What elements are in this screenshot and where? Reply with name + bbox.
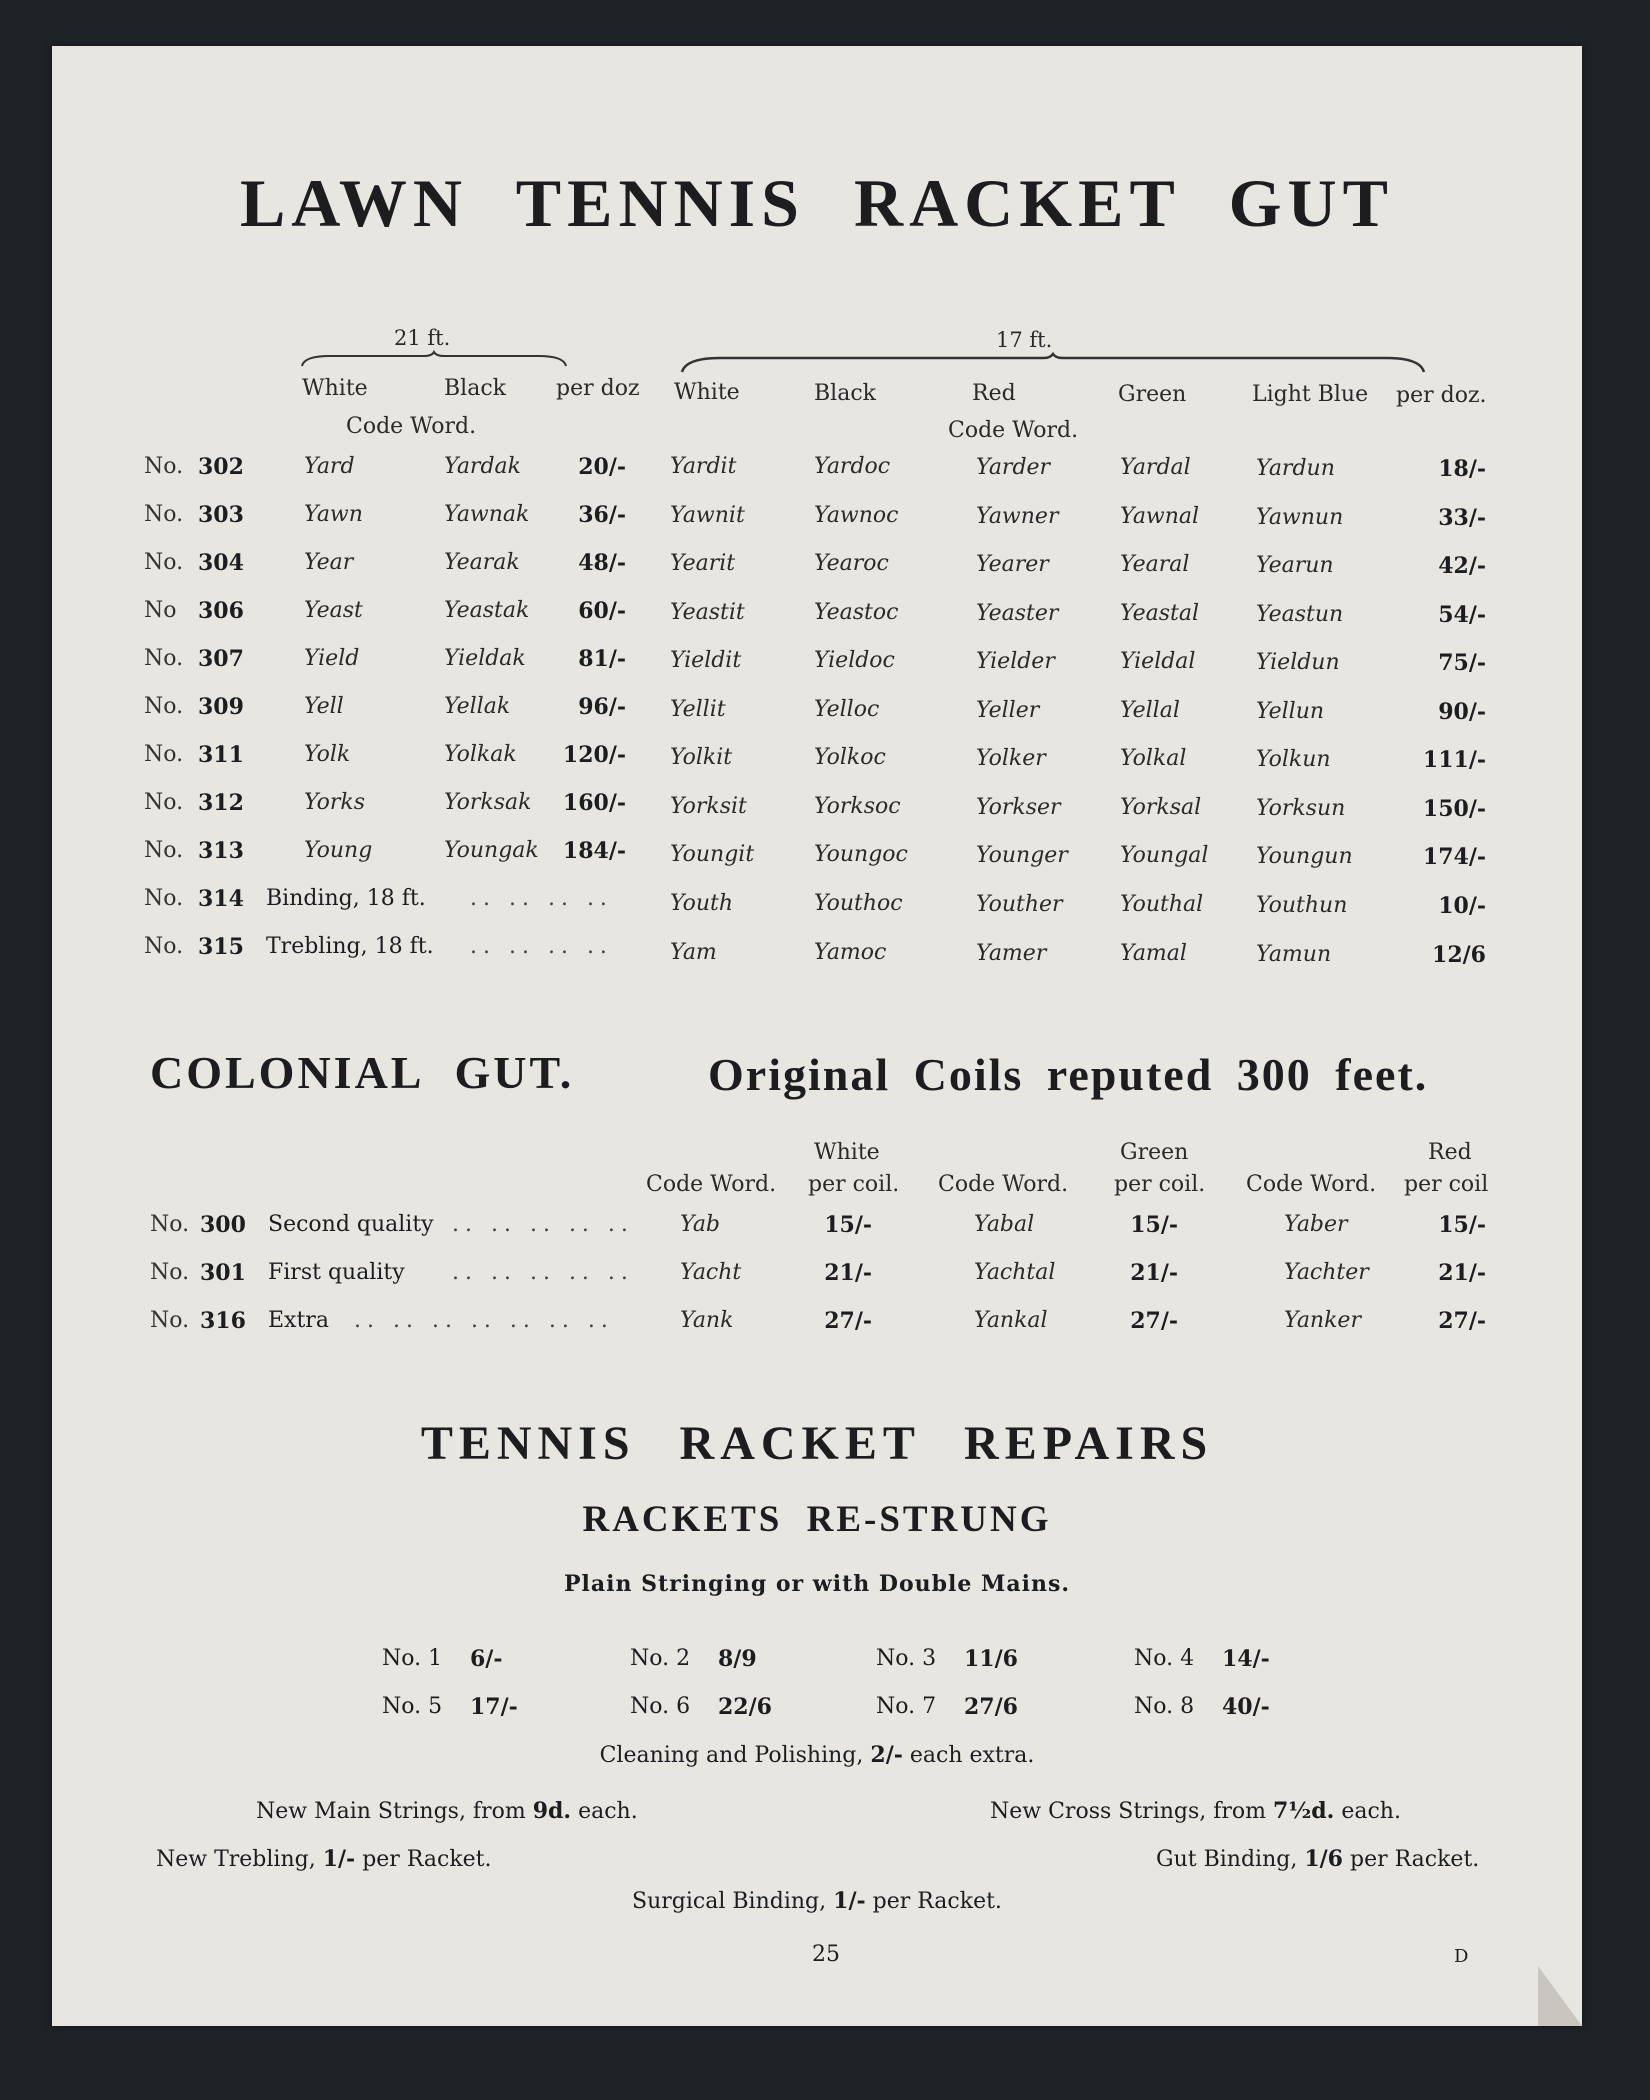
code-white-17: Yam [670,940,717,965]
cleaning-price: 2/- [870,1742,903,1768]
price-17ft: 33/- [1438,505,1486,531]
gut-binding-price: 1/6 [1304,1846,1343,1872]
code-red-17: Youther [976,892,1063,917]
header-17ft-0: White [674,380,740,405]
header-17ft-3: Green [1118,381,1187,407]
price-17ft: 90/- [1438,699,1486,725]
code-white-21: Yawn [304,502,363,527]
item-no-label: No. [144,454,184,479]
price-17ft: 54/- [1438,602,1486,628]
price-17ft: 150/- [1422,796,1486,822]
racket-gut-title: LAWN TENNIS RACKET GUT [239,165,1395,241]
code-white-17: Yellit [670,697,726,722]
code-black-21: Yolkak [444,742,517,767]
cross-strings-suffix: each. [1341,1799,1401,1824]
code-red-17: Yamer [976,941,1047,966]
price-red: 21/- [1438,1260,1486,1286]
repairs-title: TENNIS RACKET REPAIRS [420,1417,1214,1470]
item-no-label: No. [150,1212,190,1237]
leader-dots: .. .. .. .. [470,886,613,911]
code-green-17: Yolkal [1120,746,1187,771]
leader-dots: .. .. .. .. .. .. .. [354,1308,614,1333]
code-lightblue-17: Yolkun [1256,747,1331,772]
code-black-21: Yardak [444,454,521,479]
code-red-17: Yawner [976,504,1059,529]
code-red-17: Younger [976,843,1068,868]
item-no-label: No. [144,838,184,863]
price-green: 15/- [1130,1212,1178,1238]
colonial-gut-title: COLONIAL GUT. [150,1047,575,1098]
main-strings-line [256,1798,638,1824]
code-black-21: Yeastak [444,598,530,623]
trebling-line [156,1846,492,1872]
price-green: 21/- [1130,1260,1178,1286]
code-word-21-label: Code Word. [346,414,477,439]
trebling-text: New Trebling, [156,1847,316,1872]
main-strings-text: New Main Strings, from [256,1799,526,1824]
price-21ft: 120/- [562,742,626,768]
restring-grade-label: No. 4 [1134,1646,1195,1671]
price-17ft: 42/- [1438,553,1486,579]
folded-corner [1538,1966,1582,2026]
code-green-17: Yearal [1120,552,1190,577]
code-white-21: Year [304,550,354,575]
code-black-17: Yorksoc [814,794,901,819]
code-white-21: Yorks [304,790,365,815]
code-white: Yacht [680,1260,742,1285]
code-black-21: Yieldak [444,646,526,671]
code-white-17: Yeastit [670,600,745,625]
restring-grade-price: 11/6 [964,1646,1018,1672]
cleaning-line [52,1742,1582,1768]
header-17ft-2: Red [972,381,1016,407]
price-white: 15/- [824,1212,872,1238]
surgical-binding-line [52,1888,1582,1914]
restring-grade-label: No. 8 [1134,1694,1195,1719]
trebling-suffix: per Racket. [362,1847,492,1872]
colonial-white-per-coil: per coil. [808,1172,900,1197]
restring-grade-price: 6/- [470,1646,503,1672]
item-no-label: No. [144,790,184,815]
code-white-21: Yell [304,694,344,719]
colonial-white-header: White [814,1140,880,1165]
restring-grade-label: No. 2 [630,1646,691,1671]
item-description: Binding, 18 ft. [266,886,426,911]
code-lightblue-17: Yearun [1256,553,1334,578]
item-number: 316 [200,1308,246,1334]
item-description: Trebling, 18 ft. [266,934,434,959]
code-green: Yankal [974,1308,1048,1333]
restring-grade-price: 40/- [1222,1694,1270,1720]
item-number: 313 [198,838,244,864]
code-black-17: Yelloc [814,697,880,722]
code-black-21: Yellak [444,694,511,719]
code-red-17: Yeaster [976,601,1059,626]
price-17ft: 12/6 [1432,942,1486,968]
code-white-17: Yawnit [670,503,745,528]
length-21-label: 21 ft. [394,326,451,350]
price-21ft: 60/- [578,598,626,624]
code-white: Yank [680,1308,734,1333]
code-black-17: Yawnoc [814,503,899,528]
code-word-17-label: Code Word. [948,418,1079,443]
item-no-label: No. [144,886,184,911]
code-white-17: Yearit [670,551,736,576]
item-number: 304 [198,550,244,576]
price-21ft: 81/- [578,646,626,672]
price-21ft: 48/- [578,550,626,576]
code-red: Yaber [1284,1212,1348,1237]
code-lightblue-17: Youngun [1256,844,1353,869]
main-strings-price: 9d. [532,1798,572,1824]
code-white-21: Yeast [304,598,363,623]
code-green: Yachtal [974,1260,1056,1285]
item-no-label: No [144,598,177,623]
code-white-21: Yard [304,454,355,479]
item-number: 302 [198,454,244,480]
price-21ft: 184/- [562,838,626,864]
header-21ft-0: White [302,376,368,401]
restring-grade-price: 17/- [470,1694,518,1720]
code-black-17: Yolkoc [814,745,886,770]
colonial-green-header: Green [1120,1140,1189,1165]
surgical-binding-price: 1/- [833,1888,866,1914]
colonial-red-header: Red [1428,1140,1472,1165]
gut-binding-line [1156,1846,1479,1872]
length-17-label: 17 ft. [996,328,1053,352]
code-green-17: Yawnal [1120,504,1200,529]
item-no-label: No. [144,646,184,671]
item-number: 314 [198,886,244,912]
item-no-label: No. [144,550,184,575]
price-17ft: 10/- [1438,893,1486,919]
code-lightblue-17: Yardun [1256,456,1335,481]
code-red-17: Yeller [976,698,1040,723]
item-number: 303 [198,502,244,528]
brace-21ft [300,352,568,370]
code-red: Yanker [1284,1308,1361,1333]
surgical-binding-text: Surgical Binding, [632,1889,827,1914]
cross-strings-line [990,1798,1401,1824]
restring-grade-label: No. 6 [630,1694,691,1719]
code-black-21: Youngak [444,838,539,863]
restring-grade-price: 22/6 [718,1694,772,1720]
code-red-17: Yarder [976,455,1051,480]
colonial-code-word-red: Code Word. [1246,1172,1377,1197]
code-white-17: Yolkit [670,745,733,770]
restring-grade-price: 8/9 [718,1646,757,1672]
code-green-17: Yellal [1120,698,1180,723]
colonial-code-word-green: Code Word. [938,1172,1069,1197]
code-red-17: Yorkser [976,795,1061,820]
code-red: Yachter [1284,1260,1369,1285]
code-white-17: Youth [670,891,734,916]
code-red-17: Yielder [976,649,1055,674]
header-17ft-1: Black [814,380,876,406]
header-21ft-2: per doz [556,376,640,401]
code-black-17: Yieldoc [814,648,895,673]
code-white-21: Yolk [304,742,351,767]
main-strings-suffix: each. [578,1799,638,1824]
brace-17ft [680,354,1426,376]
code-black-21: Yorksak [444,790,532,815]
cleaning-suffix: each extra. [909,1743,1035,1768]
code-black-17: Yearoc [814,551,889,576]
code-red-17: Yolker [976,746,1046,771]
item-number: 300 [200,1212,246,1238]
restring-grade-label: No. 5 [382,1694,443,1719]
item-no-label: No. [144,694,184,719]
item-number: 301 [200,1260,246,1286]
restring-grade-price: 27/6 [964,1694,1018,1720]
header-21ft-1: Black [444,376,506,401]
item-no-label: No. [144,502,184,527]
restring-grade-label: No. 1 [382,1646,443,1671]
code-green-17: Youngal [1120,843,1209,868]
code-lightblue-17: Yawnun [1256,505,1344,530]
colonial-code-word-white: Code Word. [646,1172,777,1197]
restrung-title: RACKETS RE-STRUNG [582,1499,1052,1540]
surgical-binding-suffix: per Racket. [872,1889,1002,1914]
item-no-label: No. [150,1308,190,1333]
price-red: 27/- [1438,1308,1486,1334]
item-description: Second quality [268,1212,434,1237]
header-17ft-4: Light Blue [1252,382,1369,408]
item-no-label: No. [144,934,184,959]
item-number: 311 [198,742,244,768]
cross-strings-price: 7½d. [1273,1798,1335,1824]
code-green-17: Yieldal [1120,649,1196,674]
gut-binding-text: Gut Binding, [1156,1847,1298,1872]
code-white: Yab [680,1212,721,1237]
code-green-17: Yorksal [1120,795,1202,820]
code-lightblue-17: Yamun [1256,942,1332,967]
price-white: 27/- [824,1308,872,1334]
header-17ft-5: per doz. [1396,383,1487,408]
code-black-17: Youthoc [814,891,903,916]
price-green: 27/- [1130,1308,1178,1334]
price-17ft: 174/- [1422,844,1486,870]
code-green: Yabal [974,1212,1035,1237]
signature-mark: D [1454,1946,1469,1967]
code-lightblue-17: Yieldun [1256,650,1340,675]
code-red-17: Yearer [976,552,1049,577]
price-white: 21/- [824,1260,872,1286]
code-green-17: Yeastal [1120,601,1200,626]
code-green-17: Yardal [1120,455,1191,480]
code-lightblue-17: Yorksun [1256,796,1346,821]
code-black-17: Yardoc [814,454,891,479]
code-white-21: Young [304,838,373,863]
code-white-21: Yield [304,646,360,671]
item-number: 315 [198,934,244,960]
item-number: 309 [198,694,244,720]
code-green-17: Yamal [1120,941,1187,966]
item-number: 307 [198,646,244,672]
item-no-label: No. [144,742,184,767]
code-white-17: Youngit [670,842,755,867]
price-21ft: 36/- [578,502,626,528]
code-lightblue-17: Yeastun [1256,602,1344,627]
item-number: 312 [198,790,244,816]
code-black-17: Yamoc [814,940,887,965]
price-17ft: 18/- [1438,456,1486,482]
code-white-17: Yorksit [670,794,747,819]
code-white-17: Yardit [670,454,737,479]
code-lightblue-17: Youthun [1256,893,1348,918]
cross-strings-text: New Cross Strings, from [990,1799,1267,1824]
catalogue-page [52,46,1582,2026]
item-number: 306 [198,598,244,624]
item-no-label: No. [150,1260,190,1285]
code-black-21: Yawnak [444,502,530,527]
code-green-17: Youthal [1120,892,1204,917]
price-21ft: 96/- [578,694,626,720]
stringing-note: Plain Stringing or with Double Mains. [563,1571,1071,1597]
price-21ft: 20/- [578,454,626,480]
leader-dots: .. .. .. .. .. [452,1212,634,1237]
gut-binding-suffix: per Racket. [1349,1847,1480,1872]
price-17ft: 75/- [1438,650,1486,676]
price-17ft: 111/- [1422,747,1486,773]
page-number: 25 [812,1942,840,1967]
leader-dots: .. .. .. .. [470,934,613,959]
code-black-21: Yearak [444,550,520,575]
code-lightblue-17: Yellun [1256,699,1325,724]
colonial-green-per-coil: per coil. [1114,1172,1206,1197]
cleaning-text: Cleaning and Polishing, [599,1743,864,1768]
code-black-17: Yeastoc [814,600,899,625]
restring-grade-price: 14/- [1222,1646,1270,1672]
colonial-red-per-coil: per coil [1404,1172,1489,1197]
price-21ft: 160/- [562,790,626,816]
code-white-17: Yieldit [670,648,742,673]
price-red: 15/- [1438,1212,1486,1238]
code-black-17: Youngoc [814,842,908,867]
trebling-price: 1/- [322,1846,356,1872]
item-description: First quality [268,1260,405,1285]
item-description: Extra [268,1308,329,1333]
restring-grade-label: No. 7 [876,1694,937,1719]
colonial-gut-subtitle: Original Coils reputed 300 feet. [708,1049,1429,1100]
restring-grade-label: No. 3 [876,1646,937,1671]
leader-dots: .. .. .. .. .. [452,1260,634,1285]
